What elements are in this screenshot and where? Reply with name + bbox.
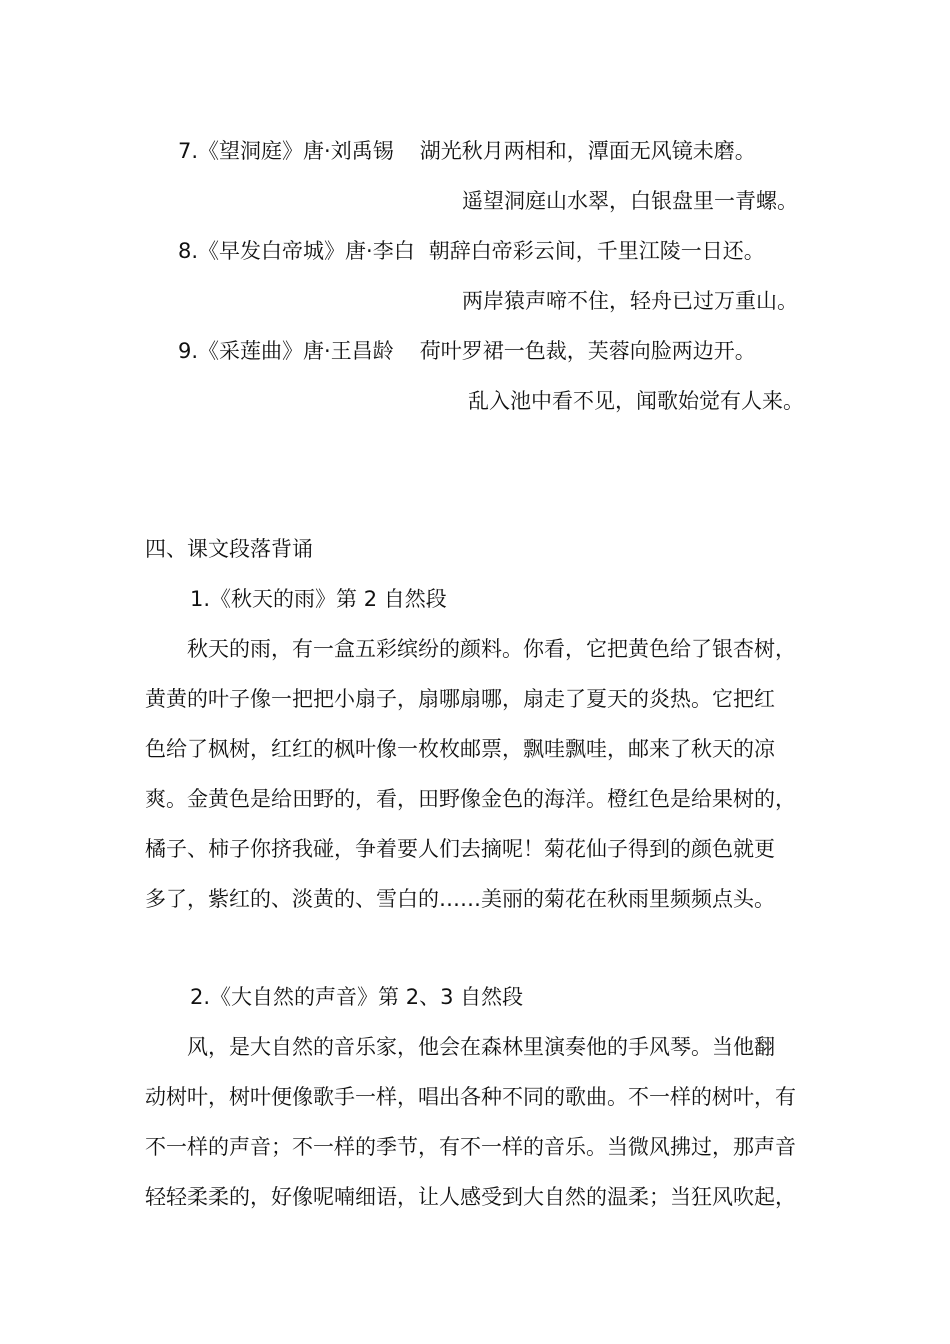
poem-line: 乱入池中看不见，闻歌始觉有人来。: [468, 389, 804, 413]
poem-line: 遥望洞庭山水翠，白银盘里一青螺。: [462, 189, 798, 213]
poem-title: 7.《望洞庭》唐·刘禹锡: [178, 139, 394, 163]
poem-entry: [178, 137, 756, 165]
poem-entry: [178, 237, 765, 265]
passage-line: 黄黄的叶子像一把把小扇子，扇哪扇哪，扇走了夏天的炎热。它把红: [145, 687, 775, 711]
section-heading: 四、课文段落背诵: [145, 537, 313, 561]
poem-entry: [178, 337, 756, 365]
poem-line: 湖光秋月两相和，潭面无风镜未磨。: [419, 139, 756, 163]
poem-line: 两岸猿声啼不住，轻舟已过万重山。: [462, 289, 798, 313]
passage-line: 橘子、柿子你挤我碰，争着要人们去摘呢！菊花仙子得到的颜色就更: [145, 837, 775, 861]
passage-line: 多了，紫红的、淡黄的、雪白的……美丽的菊花在秋雨里频频点头。: [145, 887, 775, 911]
passage-line: 色给了枫树，红红的枫叶像一枚枚邮票，飘哇飘哇，邮来了秋天的凉: [145, 737, 775, 761]
passage-line: 轻轻柔柔的，好像呢喃细语，让人感受到大自然的温柔；当狂风吹起，: [145, 1185, 796, 1209]
passage-title: 2.《大自然的声音》第 2、3 自然段: [190, 985, 524, 1009]
passage-line: 秋天的雨，有一盒五彩缤纷的颜料。你看，它把黄色给了银杏树，: [145, 637, 796, 661]
passage-line: 不一样的声音；不一样的季节，有不一样的音乐。当微风拂过，那声音: [145, 1135, 796, 1159]
poem-title: 9.《采莲曲》唐·王昌龄: [178, 339, 394, 363]
passage-line: 动树叶，树叶便像歌手一样，唱出各种不同的歌曲。不一样的树叶，有: [145, 1085, 796, 1109]
passage-line: 爽。金黄色是给田野的，看，田野像金色的海洋。橙红色是给果树的，: [145, 787, 796, 811]
poem-line: 荷叶罗裙一色裁，芙蓉向脸两边开。: [419, 339, 756, 363]
poem-line: 朝辞白帝彩云间，千里江陵一日还。: [428, 239, 765, 263]
poem-title: 8.《早发白帝城》唐·李白: [178, 239, 415, 263]
passage-title: 1.《秋天的雨》第 2 自然段: [190, 587, 447, 611]
passage-line: 风，是大自然的音乐家，他会在森林里演奏他的手风琴。当他翻: [145, 1035, 775, 1059]
